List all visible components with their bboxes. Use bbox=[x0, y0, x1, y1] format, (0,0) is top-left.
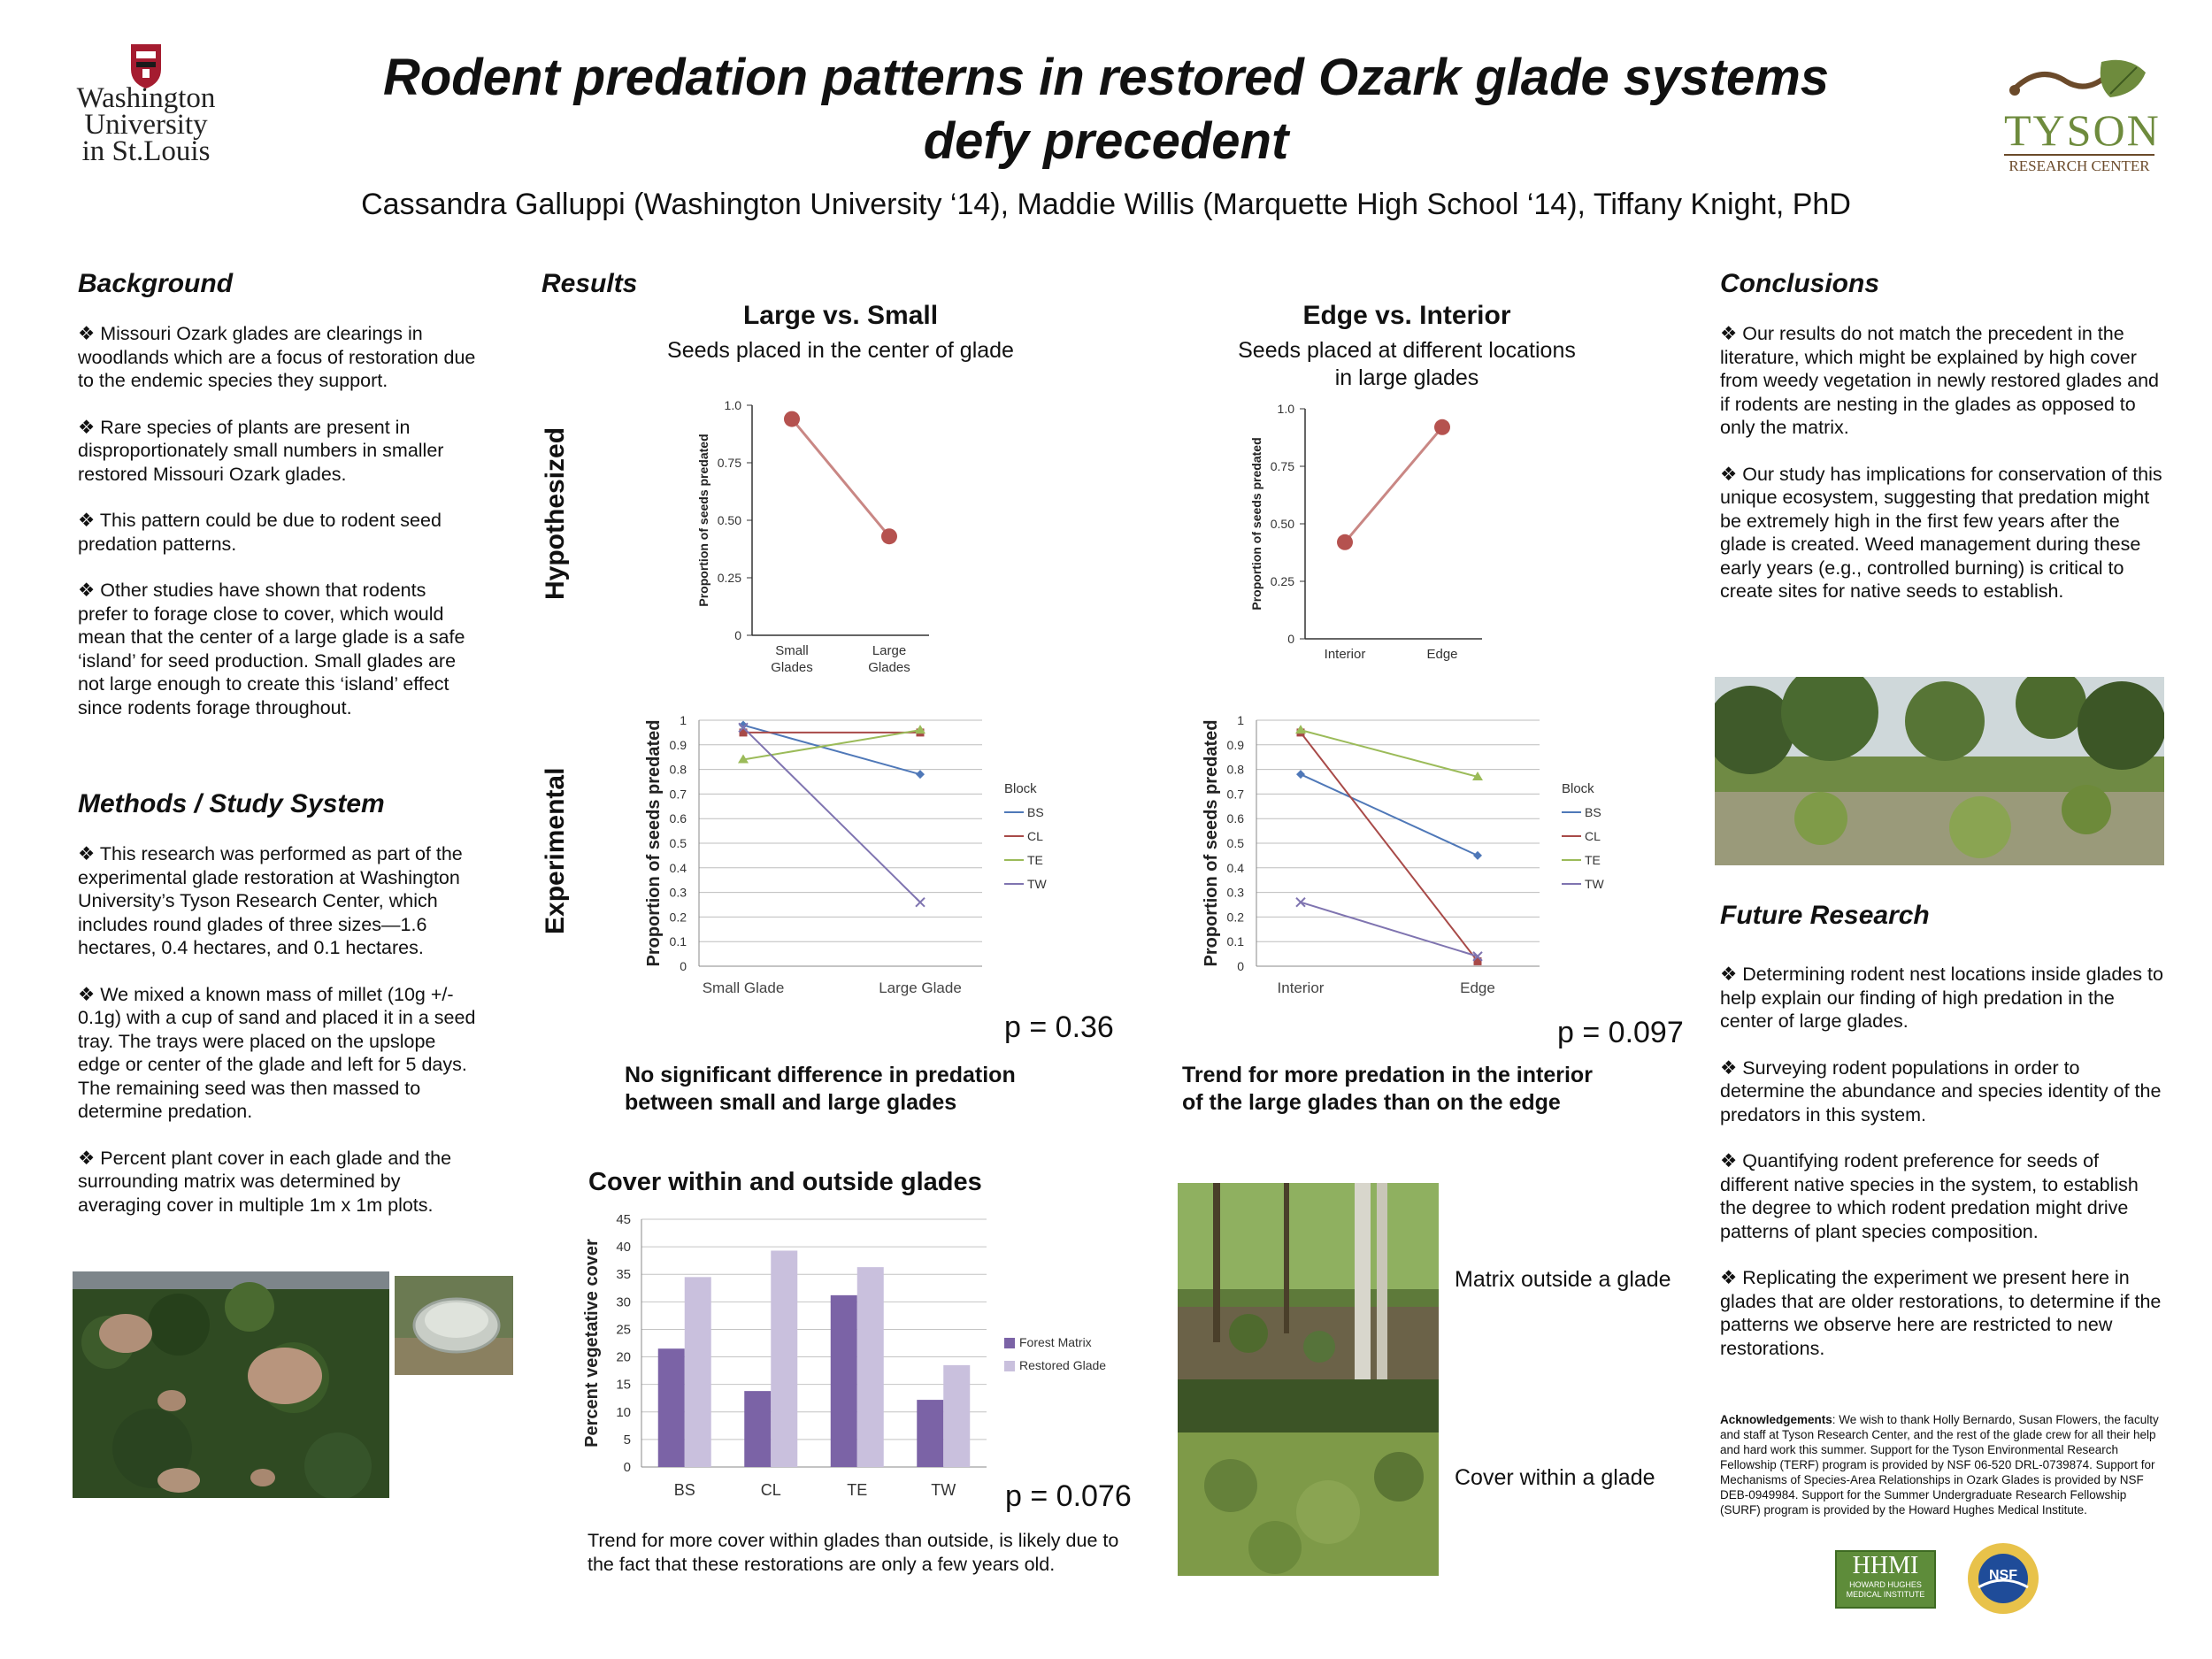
y-tick-label: 1 bbox=[1237, 713, 1244, 727]
bar-BS-restored-glade bbox=[685, 1277, 711, 1467]
y-tick-label: 0.1 bbox=[1226, 934, 1244, 949]
background-p4: ❖ Other studies have shown that rodents prefer to forage close to cover, which would mean that the center of a large glade is a safe ‘island’ for seed production. Small glades are not large enough to create this ‘island’ effect since rodents forage throughout. bbox=[78, 580, 465, 718]
large-small-subtitle: Seeds placed in the center of glade bbox=[667, 338, 1014, 363]
y-axis-label: Proportion of seeds predated bbox=[1249, 437, 1263, 611]
x-tick-label: CL bbox=[760, 1481, 781, 1499]
x-tick-label: Interior bbox=[1324, 647, 1366, 662]
y-tick-label: 0 bbox=[1237, 959, 1244, 973]
y-axis-label: Percent vegetative cover bbox=[582, 1239, 602, 1448]
future-text bbox=[1720, 963, 2167, 1383]
legend-label-TW: TW bbox=[1027, 877, 1047, 891]
y-tick-label: 0.5 bbox=[669, 836, 687, 850]
data-point-BS bbox=[916, 770, 925, 779]
y-tick-label: 1.0 bbox=[724, 398, 741, 412]
wustl-logo-line2: University bbox=[84, 109, 208, 141]
bar-BS-forest-matrix bbox=[658, 1348, 685, 1467]
bar-TW-forest-matrix bbox=[917, 1400, 943, 1467]
acknowledgements-label: Acknowledgements bbox=[1720, 1413, 1832, 1426]
conclusions-heading: Conclusions bbox=[1720, 269, 1880, 298]
y-tick-label: 20 bbox=[616, 1349, 631, 1365]
methods-text bbox=[78, 842, 476, 1240]
hhmi-logo-sub1: HOWARD HUGHES bbox=[1849, 1580, 1922, 1589]
legend-title: Block bbox=[1004, 781, 1037, 796]
edge-interior-subtitle-line2: in large glades bbox=[1334, 365, 1479, 390]
nsf-logo bbox=[1966, 1541, 2040, 1616]
future-p2: ❖ Surveying rodent populations in order to determine the abundance and species identity of the predators in this system. bbox=[1720, 1056, 2162, 1125]
cover-caption: Trend for more cover within glades than outside, is likely due to the fact that these restorations are only a few years old. bbox=[588, 1530, 1119, 1575]
hhmi-logo-text: HHMI bbox=[1852, 1552, 1919, 1579]
legend-label-TE: TE bbox=[1027, 853, 1043, 867]
y-tick-label: 0 bbox=[623, 1460, 631, 1475]
x-tick-label: Small bbox=[775, 643, 809, 658]
cover-p-value: p = 0.076 bbox=[1005, 1479, 1132, 1513]
cover-bar-chart bbox=[575, 1205, 1150, 1506]
seed-tray-image bbox=[395, 1276, 513, 1375]
legend-label-BS: BS bbox=[1027, 805, 1044, 819]
x-tick-label: Glades bbox=[868, 660, 910, 675]
row-label-experimental: Experimental bbox=[541, 767, 570, 934]
y-tick-label: 0.5 bbox=[1226, 836, 1244, 850]
y-tick-label: 0.25 bbox=[1270, 574, 1294, 588]
y-tick-label: 1.0 bbox=[1277, 402, 1294, 416]
future-heading: Future Research bbox=[1720, 901, 1930, 930]
y-tick-label: 1 bbox=[680, 713, 687, 727]
edge-interior-finding-line2: of the large glades than on the edge bbox=[1182, 1090, 1561, 1115]
conclusions-text bbox=[1720, 322, 2167, 626]
results-heading: Results bbox=[541, 269, 638, 298]
y-tick-label: 45 bbox=[616, 1212, 631, 1227]
x-tick-label: BS bbox=[673, 1481, 695, 1499]
methods-heading: Methods / Study System bbox=[78, 789, 385, 818]
methods-p3: ❖ Percent plant cover in each glade and the surrounding matrix was determined by averaging cover in multiple 1m x 1m plots. bbox=[78, 1147, 452, 1216]
y-tick-label: 30 bbox=[616, 1294, 631, 1310]
background-p1: ❖ Missouri Ozark glades are clearings in woodlands which are a focus of restoration due to the endemic species they support. bbox=[78, 323, 476, 391]
y-tick-label: 0.75 bbox=[1270, 459, 1294, 473]
matrix-caption: Matrix outside a glade bbox=[1455, 1267, 1671, 1292]
data-point bbox=[1337, 534, 1353, 550]
large-small-p-value: p = 0.36 bbox=[1004, 1010, 1114, 1044]
tyson-logo-line1: TYSON bbox=[2004, 105, 2161, 155]
nsf-logo-text: NSF bbox=[1989, 1568, 2017, 1583]
y-tick-label: 0.4 bbox=[669, 860, 687, 875]
y-tick-label: 0.8 bbox=[1226, 762, 1244, 777]
hyp-edge-interior-chart bbox=[1234, 400, 1500, 687]
exp-edge-interior-chart bbox=[1150, 697, 1663, 1007]
x-tick-label: TW bbox=[931, 1481, 956, 1499]
y-tick-label: 0.1 bbox=[669, 934, 687, 949]
y-tick-label: 0.50 bbox=[717, 513, 741, 527]
y-tick-label: 0 bbox=[680, 959, 687, 973]
x-tick-label: Small Glade bbox=[702, 979, 785, 996]
series-line-TW bbox=[1301, 902, 1478, 956]
y-tick-label: 40 bbox=[616, 1240, 631, 1256]
legend-label-restored-glade: Restored Glade bbox=[1019, 1358, 1107, 1372]
future-p4: ❖ Replicating the experiment we present here in glades that are older restorations, to determine if the patterns we observe here are restricted to new restorations. bbox=[1720, 1267, 2162, 1359]
title-line2: defy precedent bbox=[923, 112, 1289, 170]
large-small-finding-line2: between small and large glades bbox=[625, 1090, 957, 1115]
background-p3: ❖ This pattern could be due to rodent seed predation patterns. bbox=[78, 510, 442, 555]
acknowledgements-text: : We wish to thank Holly Bernardo, Susan Flowers, the faculty and staff at Tyson Research Center, and the rest of the glade crew for all their help and hard work this summer. Support for the Tyson Environmental Research Fellowship (TERF) program is provided by NSF 06-520 DRL-0739874. Support for Mechanisms of Species-Area Relationships in Ozark Glades is provided by NSF DEB-0949984. Support for the Summer Undergraduate Research Fellowship (SURF) program is provided by the Howard Hughes Medical Institute. bbox=[1720, 1413, 2159, 1517]
edge-interior-subtitle-line1: Seeds placed at different locations bbox=[1238, 338, 1576, 363]
y-tick-label: 25 bbox=[616, 1322, 631, 1338]
y-tick-label: 10 bbox=[616, 1404, 631, 1420]
glade-cover-photo-image bbox=[1178, 1379, 1439, 1576]
y-tick-label: 0.75 bbox=[717, 456, 741, 470]
bar-TW-restored-glade bbox=[943, 1365, 970, 1467]
y-tick-label: 0.7 bbox=[669, 787, 687, 802]
row-label-hypothesized: Hypothesized bbox=[541, 426, 570, 600]
legend-label-TE: TE bbox=[1585, 853, 1601, 867]
y-tick-label: 0.9 bbox=[669, 737, 687, 752]
glade-landscape-photo bbox=[1715, 677, 2164, 865]
background-heading: Background bbox=[78, 269, 234, 298]
wustl-logo-line3: in St.Louis bbox=[81, 135, 211, 167]
y-tick-label: 5 bbox=[623, 1432, 631, 1448]
conclusions-p1: ❖ Our results do not match the precedent in the literature, which might be explained by high cover from weedy vegetation in newly restored glades and if rodents are nesting in the glades as opposed to only the matrix. bbox=[1720, 323, 2159, 438]
legend-label-CL: CL bbox=[1027, 829, 1043, 843]
data-point-BS bbox=[1296, 770, 1305, 779]
y-tick-label: 0.9 bbox=[1226, 737, 1244, 752]
aerial-glade-photo bbox=[73, 1271, 389, 1498]
seed-tray-photo bbox=[395, 1276, 513, 1375]
background-p2: ❖ Rare species of plants are present in disproportionately small numbers in smaller restored Missouri Ozark glades. bbox=[78, 416, 444, 485]
y-tick-label: 0.25 bbox=[717, 571, 741, 585]
y-tick-label: 0.8 bbox=[669, 762, 687, 777]
authors: Cassandra Galluppi (Washington University ‘14), Maddie Willis (Marquette High School ‘14), Tiffany Knight, PhD bbox=[361, 188, 1851, 221]
y-tick-label: 35 bbox=[616, 1267, 631, 1283]
acknowledgements bbox=[1720, 1412, 2167, 1517]
bar-TE-forest-matrix bbox=[831, 1295, 857, 1467]
wustl-logo-line1: Washington bbox=[76, 82, 216, 114]
exp-large-small-chart bbox=[593, 697, 1115, 1007]
large-small-finding-line1: No significant difference in predation bbox=[625, 1063, 1016, 1087]
background-text bbox=[78, 322, 476, 742]
bar-CL-restored-glade bbox=[771, 1250, 797, 1467]
bar-TE-restored-glade bbox=[857, 1267, 884, 1467]
y-tick-label: 0.6 bbox=[1226, 811, 1244, 826]
y-tick-label: 0 bbox=[734, 628, 741, 642]
series-line bbox=[792, 419, 889, 537]
y-tick-label: 15 bbox=[616, 1377, 631, 1393]
large-small-title: Large vs. Small bbox=[742, 301, 939, 330]
x-tick-label: Large bbox=[872, 643, 907, 658]
hhmi-logo-sub2: MEDICAL INSTITUTE bbox=[1846, 1590, 1925, 1599]
y-tick-label: 0.4 bbox=[1226, 860, 1244, 875]
bar-CL-forest-matrix bbox=[744, 1391, 771, 1467]
data-point-TW bbox=[1296, 898, 1305, 907]
methods-p2: ❖ We mixed a known mass of millet (10g +/- 0.1g) with a cup of sand and placed it in a seed tray. The trays were placed on the upslope edge or center of the glade and left for 5 days. The remaining seed was then massed to determine predation. bbox=[78, 983, 476, 1122]
aerial-photo-image bbox=[73, 1271, 389, 1498]
edge-interior-title: Edge vs. Interior bbox=[1302, 301, 1511, 330]
x-tick-label: Large Glade bbox=[879, 979, 962, 996]
x-tick-label: TE bbox=[847, 1481, 868, 1499]
y-tick-label: 0.3 bbox=[1226, 885, 1244, 900]
edge-interior-p-value: p = 0.097 bbox=[1557, 1016, 1684, 1049]
legend-title: Block bbox=[1562, 781, 1594, 796]
y-tick-label: 0.6 bbox=[669, 811, 687, 826]
poster-title bbox=[265, 46, 1947, 173]
future-p1: ❖ Determining rodent nest locations inside glades to help explain our finding of high predation in the center of large glades. bbox=[1720, 964, 2163, 1032]
glade-cover-caption: Cover within a glade bbox=[1455, 1465, 1655, 1490]
legend-label-forest-matrix: Forest Matrix bbox=[1019, 1335, 1092, 1349]
series-line-CL bbox=[1301, 733, 1478, 962]
legend-label-TW: TW bbox=[1585, 877, 1604, 891]
data-point-BS bbox=[1473, 851, 1482, 860]
methods-p1: ❖ This research was performed as part of the experimental glade restoration at Washington University’s Tyson Research Center, which includes round glades of three sizes—1.6 hectares, 0.4 hectares, and 0.1 hectares. bbox=[78, 843, 463, 958]
y-tick-label: 0.3 bbox=[669, 885, 687, 900]
matrix-photo bbox=[1178, 1183, 1439, 1379]
data-point-TW bbox=[916, 898, 925, 907]
legend-swatch-forest-matrix bbox=[1004, 1338, 1015, 1348]
x-tick-label: Edge bbox=[1426, 647, 1458, 662]
y-axis-label: Proportion of seeds predated bbox=[644, 719, 664, 967]
wustl-logo bbox=[71, 42, 221, 175]
y-axis-label: Proportion of seeds predated bbox=[696, 434, 710, 607]
series-line bbox=[1345, 427, 1442, 542]
x-tick-label: Glades bbox=[771, 660, 813, 675]
hhmi-logo bbox=[1835, 1550, 1936, 1609]
edge-interior-finding bbox=[1182, 1062, 1593, 1117]
conclusions-p2: ❖ Our study has implications for conservation of this unique ecosystem, suggesting that predation might be extremely high in the first few years after the glade is created. Weed management during these early years (e.g., controlled burning) is critical to create sites for native seeds to establish. bbox=[1720, 463, 2162, 602]
matrix-photo-image bbox=[1178, 1183, 1439, 1379]
series-line-TW bbox=[743, 727, 920, 902]
cover-chart-title: Cover within and outside glades bbox=[588, 1168, 982, 1196]
y-tick-label: 0.50 bbox=[1270, 517, 1294, 531]
tyson-logo-line2: RESEARCH CENTER bbox=[2004, 154, 2154, 175]
edge-interior-subtitle bbox=[1186, 337, 1628, 392]
y-tick-label: 0.2 bbox=[669, 910, 687, 925]
glade-cover-photo bbox=[1178, 1379, 1439, 1576]
edge-interior-finding-line1: Trend for more predation in the interior bbox=[1182, 1063, 1593, 1087]
x-tick-label: Interior bbox=[1277, 979, 1325, 996]
legend-label-CL: CL bbox=[1585, 829, 1601, 843]
title-line1: Rodent predation patterns in restored Ozark glade systems bbox=[382, 49, 1830, 106]
future-p3: ❖ Quantifying rodent preference for seeds of different native species in the system, to establish the degree to which rodent predation might drive patterns of plant species composition. bbox=[1720, 1150, 2139, 1242]
hyp-large-small-chart bbox=[681, 396, 947, 693]
glade-landscape-image bbox=[1715, 677, 2164, 865]
tyson-logo bbox=[2004, 55, 2161, 179]
y-tick-label: 0.2 bbox=[1226, 910, 1244, 925]
y-tick-label: 0 bbox=[1287, 632, 1294, 646]
data-point bbox=[881, 528, 897, 544]
x-tick-label: Edge bbox=[1460, 979, 1495, 996]
y-tick-label: 0.7 bbox=[1226, 787, 1244, 802]
legend-swatch-restored-glade bbox=[1004, 1361, 1015, 1371]
large-small-finding bbox=[625, 1062, 1016, 1117]
legend-label-BS: BS bbox=[1585, 805, 1601, 819]
y-axis-label: Proportion of seeds predated bbox=[1202, 719, 1221, 967]
data-point bbox=[784, 411, 800, 427]
data-point bbox=[1434, 419, 1450, 435]
